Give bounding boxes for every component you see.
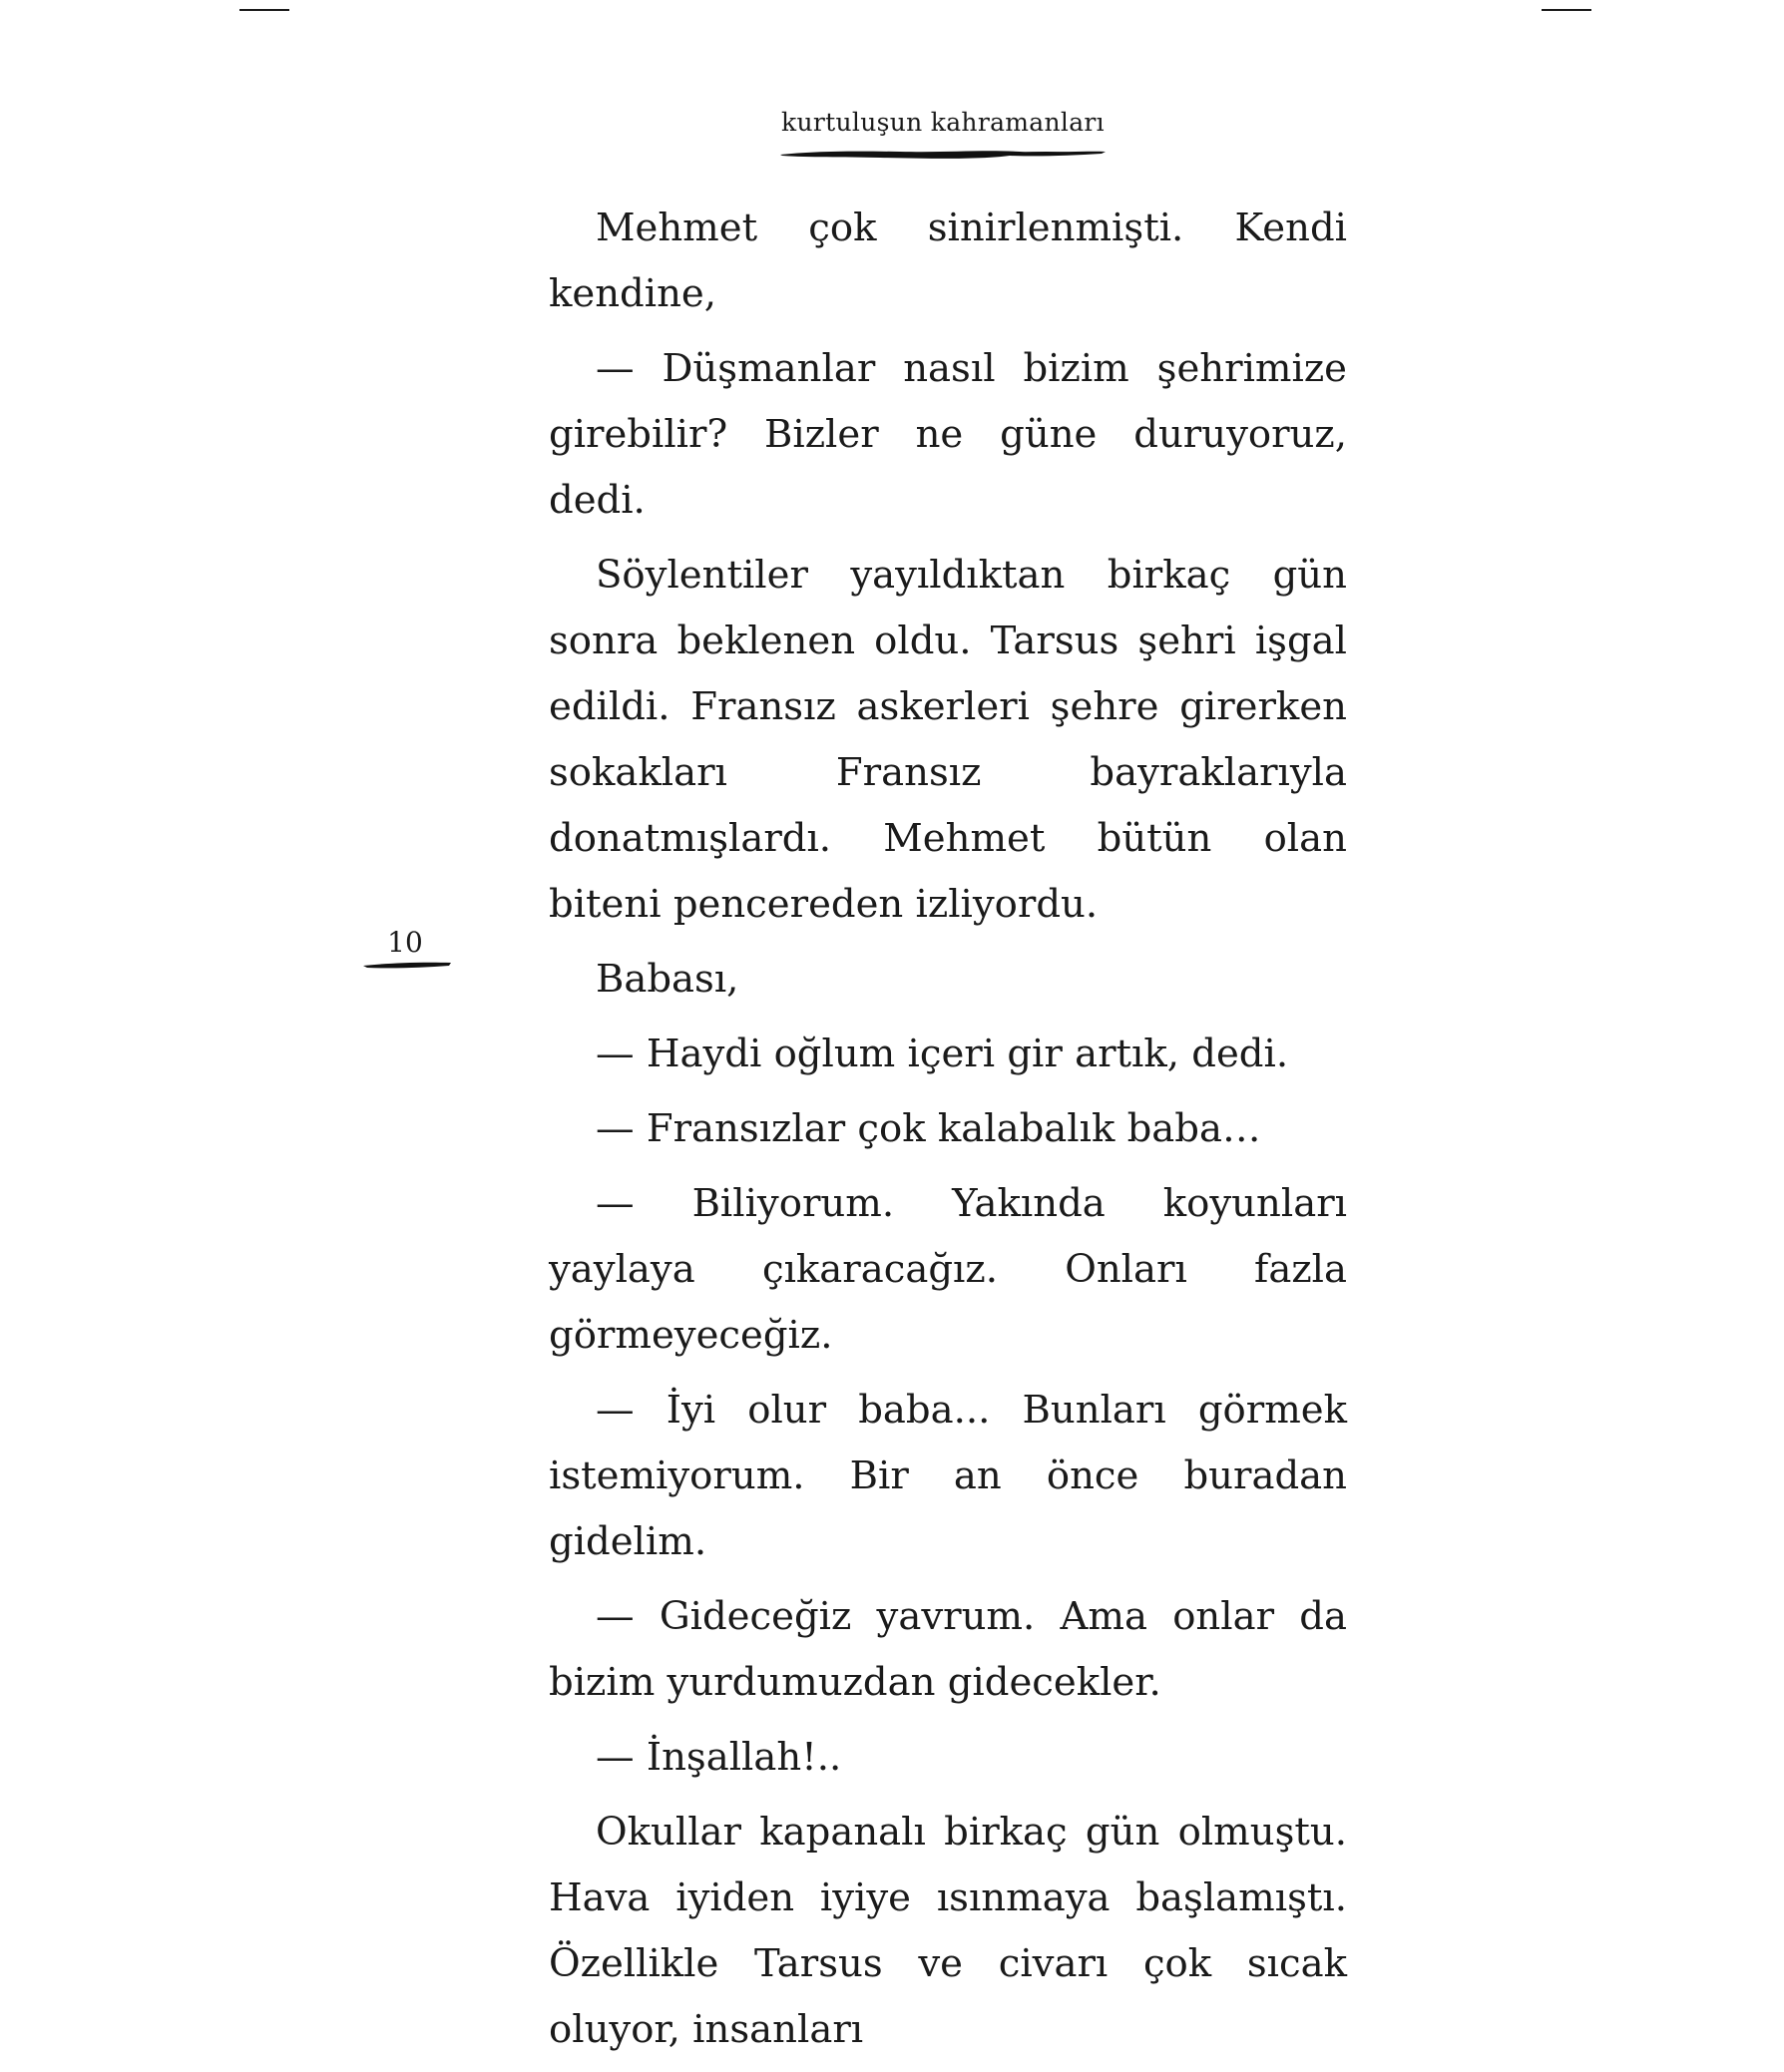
paragraph: Mehmet çok sinirlenmişti. Kendi kendine, bbox=[549, 206, 1347, 316]
paragraph: — Fransızlar çok kalabalık baba… bbox=[596, 1106, 1261, 1151]
paragraph: — İyi olur baba... Bunları görmek istemiyorum. Bir an önce buradan gidelim. bbox=[549, 1388, 1347, 1564]
paragraph: — İnşallah!.. bbox=[596, 1735, 842, 1780]
paragraph: Söylentiler yayıldıktan birkaç gün sonra beklenen oldu. Tarsus şehri işgal edildi. Fransız askerleri şehre girerken sokakları Fransız bayraklarıyla donatmışlardı. Mehmet bütün olan biteni pencereden izliyordu. bbox=[549, 553, 1347, 927]
paragraph: — Biliyorum. Yakında koyunları yaylaya çıkaracağız. Onları fazla görmeyeceğiz. bbox=[549, 1181, 1347, 1358]
body-text bbox=[549, 196, 1347, 2072]
paragraph: Babası, bbox=[596, 957, 739, 1002]
paragraph: — Düşmanlar nasıl bizim şehrimize girebilir? Bizler ne güne duruyoruz, dedi. bbox=[549, 346, 1347, 523]
running-head: kurtuluşun kahramanları bbox=[781, 108, 1105, 137]
paragraph: — Haydi oğlum içeri gir artık, dedi. bbox=[596, 1032, 1289, 1076]
page-number: 10 bbox=[387, 926, 423, 959]
paragraph: Okullar kapanalı birkaç gün olmuştu. Hava iyiden iyiye ısınmaya başlamıştı. Özellikle Tarsus ve civarı çok sıcak oluyor, insanları bbox=[549, 1810, 1347, 2052]
page-number-brush-stroke-icon bbox=[363, 959, 451, 971]
paragraph: — Gideceğiz yavrum. Ama onlar da bizim yurdumuzdan gidecekler. bbox=[549, 1594, 1347, 1705]
header-brush-stroke-icon bbox=[780, 148, 1106, 162]
crop-mark-right bbox=[1542, 9, 1591, 11]
crop-mark-left bbox=[239, 9, 289, 11]
